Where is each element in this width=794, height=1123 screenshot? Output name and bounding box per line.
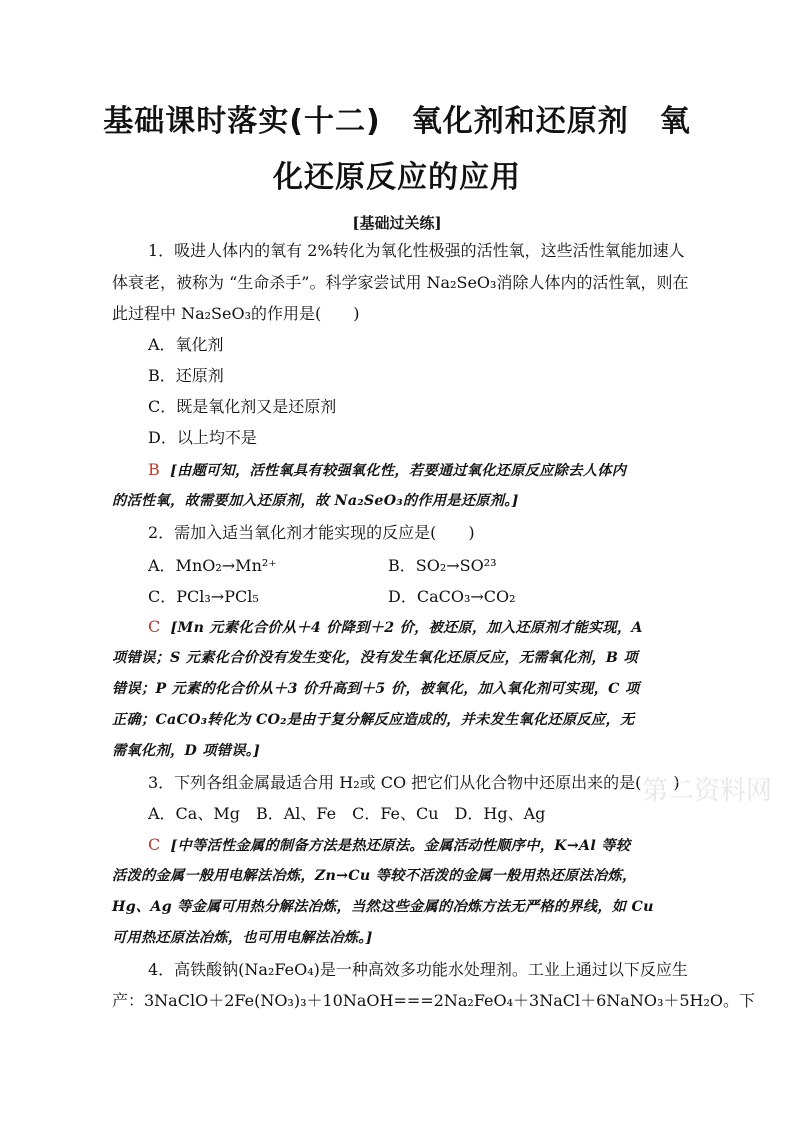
q1-answer: B bbox=[148, 460, 161, 479]
q3-explanation-line1: C [中等活性金属的制备方法是热还原法。金属活动性顺序中，K→Al 等较 bbox=[148, 835, 631, 854]
q2-option-d: D．CaCO₃→CO₂ bbox=[388, 587, 516, 606]
q1-stem-line1: 1．吸进人体内的氧有 2%转化为氧化性极强的活性氧，这些活性氧能加速人 bbox=[148, 241, 685, 260]
q1-stem-line2: 体衰老，被称为 “生命杀手”。科学家尝试用 Na₂SeO₃消除人体内的活性氧，则在 bbox=[112, 273, 689, 292]
q3-explanation-line4: 可用热还原法冶炼，也可用电解法冶炼。] bbox=[112, 930, 373, 946]
q2-options-row2 bbox=[148, 586, 708, 608]
page-title-line2: 化还原反应的应用 bbox=[273, 160, 521, 195]
q2-explanation-line1: C [Mn 元素化合价从＋4 价降到＋2 价，被还原，加入还原剂才能实现，A bbox=[148, 617, 643, 636]
q2-explanation-line5: 需氧化剂，D 项错误。] bbox=[112, 743, 261, 759]
q2-explanation-line4: 正确；CaCO₃转化为 CO₂是由于复分解反应造成的，并未发生氧化还原反应，无 bbox=[112, 712, 635, 728]
q3-explanation-line3: Hg、Ag 等金属可用热分解法冶炼，当然这些金属的冶炼方法无严格的界线，如 Cu bbox=[112, 899, 654, 915]
q4-stem-line2: 产：3NaClO＋2Fe(NO₃)₃＋10NaOH===2Na₂FeO₄＋3NaCl＋6NaNO₃＋5H₂O。下 bbox=[112, 991, 756, 1010]
q3-explanation-line2: 活泼的金属一般用电解法冶炼，Zn→Cu 等较不活泼的金属一般用热还原法冶炼， bbox=[112, 868, 637, 884]
q1-option-d: D．以上均不是 bbox=[148, 428, 257, 447]
q1-option-c: C．既是氧化剂又是还原剂 bbox=[148, 397, 337, 416]
q1-option-b: B．还原剂 bbox=[148, 366, 224, 385]
q3-options: A．Ca、Mg B．Al、Fe C．Fe、Cu D．Hg、Ag bbox=[148, 804, 546, 823]
q2-option-c: C．PCl₃→PCl₅ bbox=[148, 587, 259, 606]
section-heading: [基础过关练] bbox=[352, 214, 442, 232]
q1-explanation-line1: B [由题可知，活性氧具有较强氧化性，若要通过氧化还原反应除去人体内 bbox=[148, 460, 627, 479]
q2-options-row1 bbox=[148, 555, 708, 577]
q2-answer: C bbox=[148, 617, 161, 636]
q2-explanation-line2: 项错误；S 元素化合价没有发生变化，没有发生氧化还原反应，无需氧化剂，B 项 bbox=[112, 650, 638, 666]
q4-stem-line1: 4．高铁酸钠(Na₂FeO₄)是一种高效多功能水处理剂。工业上通过以下反应生 bbox=[148, 960, 688, 979]
q3-stem: 3．下列各组金属最适合用 H₂或 CO 把它们从化合物中还原出来的是( ) bbox=[148, 773, 680, 792]
q2-option-a: A．MnO₂→Mn²⁺ bbox=[148, 556, 277, 575]
q1-stem-line3: 此过程中 Na₂SeO₃的作用是( ) bbox=[112, 304, 360, 323]
q2-option-b: B．SO₂→SO²³ bbox=[388, 556, 497, 575]
q2-explanation-line3: 错误；P 元素的化合价从＋3 价升高到＋5 价，被氧化，加入氧化剂可实现，C 项 bbox=[112, 681, 640, 697]
page-title-line1: 基础课时落实(十二) 氧化剂和还原剂 氧 bbox=[103, 104, 691, 139]
q3-answer: C bbox=[148, 835, 161, 854]
q1-option-a: A．氧化剂 bbox=[148, 335, 224, 354]
q2-stem: 2．需加入适当氧化剂才能实现的反应是( ) bbox=[148, 523, 475, 542]
watermark: 第二资料网 bbox=[642, 776, 773, 806]
q1-explanation-line2: 的活性氧，故需要加入还原剂，故 Na₂SeO₃的作用是还原剂。] bbox=[112, 493, 519, 509]
